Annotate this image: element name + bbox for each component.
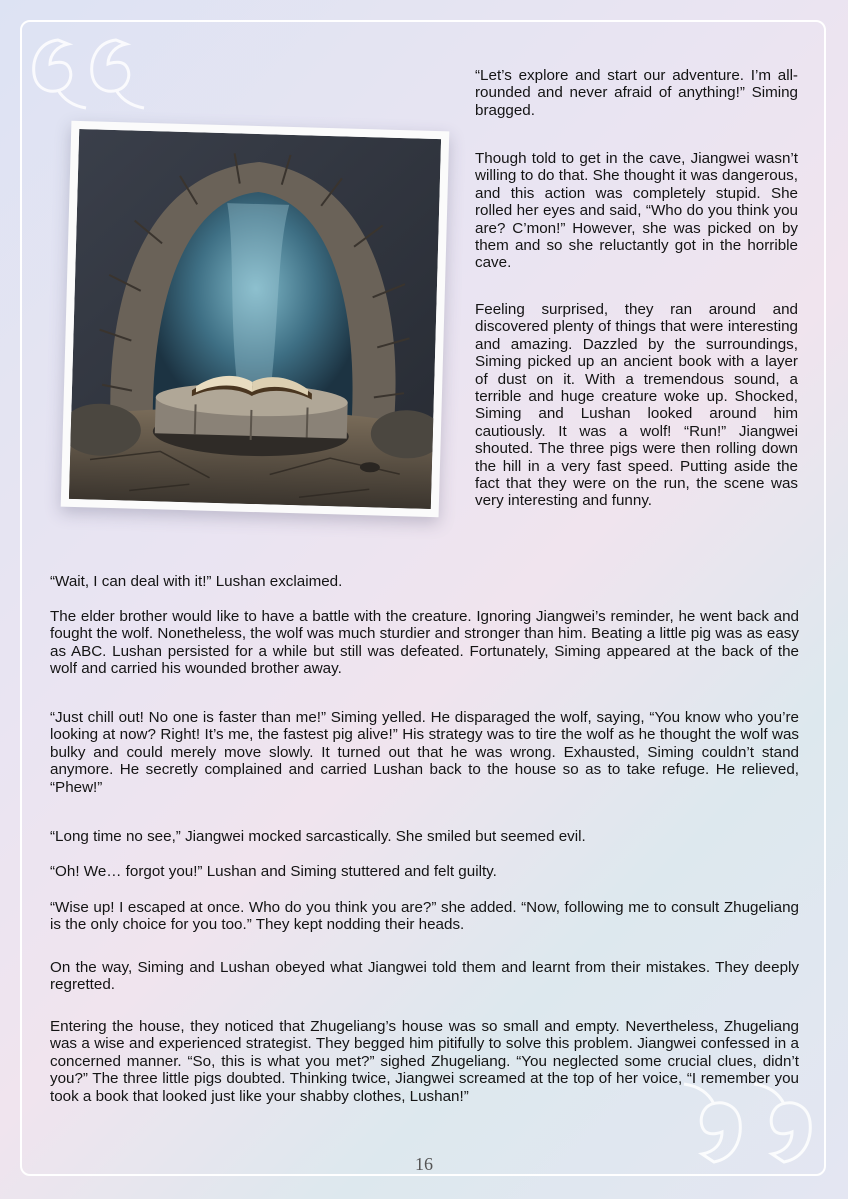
story-paragraph: “Wise up! I escaped at once. Who do you think you are?” she added. “Now, following me to consult Zhugeliang is the only choice for you too.” They kept nodding their heads.	[50, 899, 799, 934]
opening-quotation-mark-icon	[28, 28, 158, 118]
story-paragraph: “Oh! We… forgot you!” Lushan and Siming stuttered and felt guilty.	[50, 863, 497, 880]
story-paragraph: “Wait, I can deal with it!” Lushan exclaimed.	[50, 573, 343, 590]
cave-with-open-book-illustration	[61, 121, 450, 517]
story-paragraph: On the way, Siming and Lushan obeyed what Jiangwei told them and learnt from their mistakes. They deeply regretted.	[50, 959, 799, 994]
story-paragraph: Though told to get in the cave, Jiangwei wasn’t willing to do that. She thought it was dangerous, and this action was completely stupid. She rolled her eyes and said, “Who do you think you are? C’mon!” However, she was picked on by them and so she reluctantly got in the horrible cave.	[475, 150, 798, 272]
story-paragraph: Feeling surprised, they ran around and discovered plenty of things that were interesting and amazing. Dazzled by the surroundings, Siming picked up an ancient book with a layer of dust on it. With a tremendous sound, a terrible and huge creature woke up. Shocked, Siming and Lushan looked around him cautiously. It was a wolf! “Run!” Jiangwei shouted. The three pigs were then rolling down the hill in a very fast speed. Putting aside the fact that they were on the run, the scene was very interesting and funny.	[475, 301, 798, 510]
story-paragraph: “Just chill out! No one is faster than me!” Siming yelled. He disparaged the wolf, saying, “You know who you’re looking at now? Right! It’s me, the fastest pig alive!” His strategy was to tire the wolf as he thought the wolf was bulky and could merely move slowly. It turned out that he was wrong. Exhausted, Siming couldn’t stand anymore. He secretly complained and carried Lushan back to the house so as to take refuge. He relieved, “Phew!”	[50, 709, 799, 796]
story-paragraph: The elder brother would like to have a battle with the creature. Ignoring Jiangwei’s reminder, he went back and fought the wolf. Nonetheless, the wolf was much sturdier and stronger than him. Beating a little pig was as easy as ABC. Lushan persisted for a while but still was defeated. Fortunately, Siming appeared at the back of the wolf and carried his wounded brother away.	[50, 608, 799, 678]
story-paragraph: Entering the house, they noticed that Zhugeliang’s house was so small and empty. Nevertheless, Zhugeliang was a wise and experienced strategist. They begged him pitifully to solve this problem. Jiangwei confessed in a concerned manner. “So, this is what you met?” sighed Zhugeliang. “You neglected some crucial clues, didn’t you?” The three little pigs doubted. Thinking twice, Jiangwei screamed at the top of her voice, “I remember you took a book that looked just like your shabby clothes, Lushan!”	[50, 1018, 799, 1105]
story-paragraph: “Long time no see,” Jiangwei mocked sarcastically. She smiled but seemed evil.	[50, 828, 586, 845]
page-number: 16	[415, 1154, 433, 1174]
story-paragraph: “Let’s explore and start our adventure. I’m all-rounded and never afraid of anything!” Siming bragged.	[475, 67, 798, 119]
